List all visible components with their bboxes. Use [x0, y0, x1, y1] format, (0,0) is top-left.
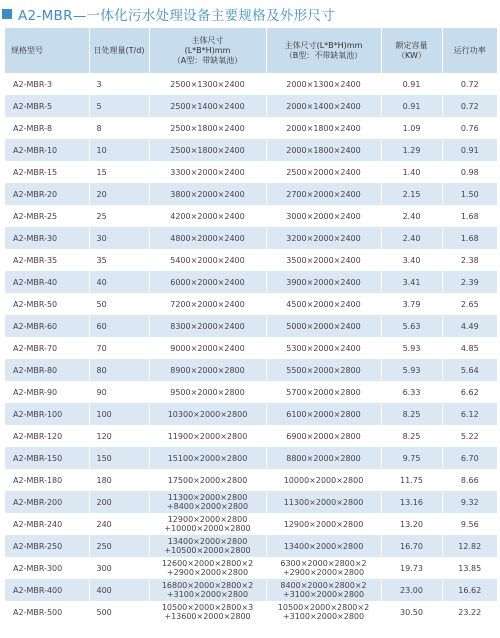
cell-rated-capacity: 2.40 — [381, 205, 442, 227]
cell-dimensions-b — [266, 469, 381, 491]
cell-capacity: 25 — [89, 205, 149, 227]
cell-dimensions-b — [266, 557, 381, 579]
cell-power: 4.85 — [442, 337, 497, 359]
dim-a-line: 9500×2000×2800 — [170, 387, 245, 397]
cell-rated-capacity: 16.70 — [381, 535, 442, 557]
dim-b-line: 2000×1300×2400 — [286, 79, 361, 89]
cell-dimensions-b — [266, 513, 381, 535]
cell-rated-capacity: 13.16 — [381, 491, 442, 513]
cell-model: A2-MBR-250 — [5, 535, 89, 557]
dim-a-line: 2500×1800×2400 — [170, 145, 245, 155]
cell-dimensions-a — [149, 469, 266, 491]
cell-dimensions-b — [266, 403, 381, 425]
table-row — [5, 161, 497, 183]
cell-power: 2.39 — [442, 271, 497, 293]
dim-b-line: 13400×2000×2800 — [283, 541, 364, 551]
table-row — [5, 117, 497, 139]
cell-dimensions-b — [266, 601, 381, 623]
cell-model: A2-MBR-80 — [5, 359, 89, 381]
table-row — [5, 315, 497, 337]
cell-rated-capacity: 3.40 — [381, 249, 442, 271]
table-row — [5, 469, 497, 491]
dim-a-line: +2900×2000×2800 — [166, 568, 249, 577]
cell-dimensions-a — [149, 73, 266, 95]
dim-a-line: 2500×1300×2400 — [170, 79, 245, 89]
cell-capacity: 250 — [89, 535, 149, 557]
dim-b-line: 5500×2000×2800 — [286, 365, 361, 375]
cell-model: A2-MBR-10 — [5, 139, 89, 161]
cell-model: A2-MBR-120 — [5, 425, 89, 447]
cell-model: A2-MBR-20 — [5, 183, 89, 205]
cell-model: A2-MBR-25 — [5, 205, 89, 227]
cell-power: 1.50 — [442, 183, 497, 205]
cell-rated-capacity: 2.40 — [381, 227, 442, 249]
header-model: 规格型号 — [5, 28, 89, 73]
cell-dimensions-b — [266, 359, 381, 381]
header-dim-a-line2: (L*B*H)mm — [184, 45, 231, 55]
cell-power: 16.62 — [442, 579, 497, 601]
dim-a-line: 8900×2000×2800 — [170, 365, 245, 375]
cell-power: 0.98 — [442, 161, 497, 183]
cell-model: A2-MBR-15 — [5, 161, 89, 183]
cell-rated-capacity: 30.50 — [381, 601, 442, 623]
cell-power: 1.68 — [442, 227, 497, 249]
table-row — [5, 447, 497, 469]
table-row — [5, 403, 497, 425]
dim-b-line: 8400×2000×2800×2 — [280, 581, 367, 590]
cell-rated-capacity: 5.93 — [381, 337, 442, 359]
cell-model: A2-MBR-70 — [5, 337, 89, 359]
cell-dimensions-a — [149, 315, 266, 337]
dim-a-line: 4800×2000×2400 — [170, 233, 245, 243]
cell-power: 13.85 — [442, 557, 497, 579]
header-dim-b-line1: 主体尺寸(L*B*H)mm — [284, 40, 363, 50]
cell-dimensions-a — [149, 403, 266, 425]
dim-b-line: 2000×1400×2400 — [286, 101, 361, 111]
cell-dimensions-b — [266, 337, 381, 359]
cell-rated-capacity: 11.75 — [381, 469, 442, 491]
dim-b-line: 2500×2000×2400 — [286, 167, 361, 177]
cell-capacity: 70 — [89, 337, 149, 359]
cell-capacity: 5 — [89, 95, 149, 117]
cell-dimensions-a — [149, 161, 266, 183]
dim-b-line: 6100×2000×2800 — [286, 409, 361, 419]
dim-b-line: 5300×2000×2400 — [286, 343, 361, 353]
table-header-row — [5, 28, 497, 73]
cell-dimensions-b — [266, 249, 381, 271]
cell-dimensions-b — [266, 579, 381, 601]
cell-model: A2-MBR-300 — [5, 557, 89, 579]
page-title: A2-MBR—一体化污水处理设备主要规格及外形尺寸 — [18, 8, 335, 24]
dim-a-line: 11300×2000×2800 — [167, 493, 248, 502]
dim-b-line: 8800×2000×2800 — [286, 453, 361, 463]
cell-dimensions-a — [149, 271, 266, 293]
cell-dimensions-a — [149, 139, 266, 161]
table-row — [5, 183, 497, 205]
dim-b-line: 2000×1800×2400 — [286, 123, 361, 133]
cell-dimensions-b — [266, 271, 381, 293]
table-row — [5, 425, 497, 447]
cell-dimensions-a — [149, 491, 266, 513]
header-dim-a-line3: （A型：带缺氧池） — [172, 55, 243, 65]
cell-rated-capacity: 1.40 — [381, 161, 442, 183]
cell-capacity: 400 — [89, 579, 149, 601]
cell-model: A2-MBR-60 — [5, 315, 89, 337]
cell-power: 8.66 — [442, 469, 497, 491]
table-row — [5, 337, 497, 359]
cell-model: A2-MBR-40 — [5, 271, 89, 293]
header-rated-capacity — [381, 28, 442, 73]
cell-power: 0.72 — [442, 73, 497, 95]
cell-capacity: 240 — [89, 513, 149, 535]
cell-power: 6.12 — [442, 403, 497, 425]
cell-dimensions-a — [149, 205, 266, 227]
cell-power: 4.49 — [442, 315, 497, 337]
cell-dimensions-b — [266, 95, 381, 117]
cell-power: 5.64 — [442, 359, 497, 381]
dim-b-line: 11300×2000×2800 — [283, 497, 364, 507]
cell-rated-capacity: 8.25 — [381, 425, 442, 447]
dim-a-line: 4200×2000×2400 — [170, 211, 245, 221]
dim-b-line: 3900×2000×2400 — [286, 277, 361, 287]
cell-dimensions-b — [266, 161, 381, 183]
cell-rated-capacity: 8.25 — [381, 403, 442, 425]
table-row — [5, 227, 497, 249]
table-row — [5, 249, 497, 271]
cell-rated-capacity: 1.29 — [381, 139, 442, 161]
cell-capacity: 300 — [89, 557, 149, 579]
spec-table — [5, 28, 497, 623]
cell-capacity: 35 — [89, 249, 149, 271]
cell-capacity: 100 — [89, 403, 149, 425]
cell-rated-capacity: 9.75 — [381, 447, 442, 469]
dim-b-line: 2000×1800×2400 — [286, 145, 361, 155]
cell-capacity: 3 — [89, 73, 149, 95]
cell-model: A2-MBR-100 — [5, 403, 89, 425]
cell-dimensions-b — [266, 117, 381, 139]
dim-a-line: 7200×2000×2400 — [170, 299, 245, 309]
cell-model: A2-MBR-35 — [5, 249, 89, 271]
cell-capacity: 150 — [89, 447, 149, 469]
cell-dimensions-a — [149, 513, 266, 535]
dim-a-line: 3300×2000×2400 — [170, 167, 245, 177]
header-capacity: 日处理量(T/d) — [89, 28, 149, 73]
cell-model: A2-MBR-8 — [5, 117, 89, 139]
header-dimensions-b — [266, 28, 381, 73]
cell-dimensions-a — [149, 227, 266, 249]
dim-b-line: +2900×2000×2800 — [282, 568, 365, 577]
cell-power: 23.22 — [442, 601, 497, 623]
cell-dimensions-b — [266, 425, 381, 447]
title-bar — [0, 0, 500, 28]
cell-power: 2.65 — [442, 293, 497, 315]
dim-b-line: 12900×2000×2800 — [283, 519, 364, 529]
dim-a-line: 6000×2000×2400 — [170, 277, 245, 287]
dim-b-line: 3500×2000×2400 — [286, 255, 361, 265]
cell-model: A2-MBR-180 — [5, 469, 89, 491]
cell-dimensions-a — [149, 95, 266, 117]
cell-dimensions-b — [266, 491, 381, 513]
header-dim-b-line2: （B型：不带缺氧池） — [284, 50, 363, 60]
dim-a-line: 10300×2000×2800 — [167, 409, 248, 419]
cell-capacity: 30 — [89, 227, 149, 249]
dim-a-line: +10500×2000×2800 — [164, 546, 251, 555]
cell-power: 9.56 — [442, 513, 497, 535]
dim-b-line: 5700×2000×2800 — [286, 387, 361, 397]
table-row — [5, 513, 497, 535]
cell-power: 0.72 — [442, 95, 497, 117]
cell-model: A2-MBR-500 — [5, 601, 89, 623]
dim-a-line: 11900×2000×2800 — [167, 431, 248, 441]
cell-rated-capacity: 5.93 — [381, 359, 442, 381]
cell-dimensions-a — [149, 601, 266, 623]
cell-dimensions-a — [149, 183, 266, 205]
table-row — [5, 139, 497, 161]
dim-a-line: 5400×2000×2400 — [170, 255, 245, 265]
cell-model: A2-MBR-3 — [5, 73, 89, 95]
table-body — [5, 73, 497, 623]
cell-power: 6.70 — [442, 447, 497, 469]
cell-capacity: 80 — [89, 359, 149, 381]
cell-dimensions-a — [149, 425, 266, 447]
cell-capacity: 20 — [89, 183, 149, 205]
cell-dimensions-a — [149, 381, 266, 403]
header-power: 运行功率 — [442, 28, 497, 73]
dim-a-line: +8400×2000×2800 — [166, 502, 249, 511]
cell-model: A2-MBR-150 — [5, 447, 89, 469]
cell-capacity: 120 — [89, 425, 149, 447]
dim-a-line: 13400×2000×2800 — [167, 537, 248, 546]
cell-power: 1.68 — [442, 205, 497, 227]
cell-model: A2-MBR-400 — [5, 579, 89, 601]
cell-power: 6.62 — [442, 381, 497, 403]
dim-a-line: 17500×2000×2800 — [167, 475, 248, 485]
cell-capacity: 50 — [89, 293, 149, 315]
dim-b-line: 10000×2000×2800 — [283, 475, 364, 485]
dim-b-line: 10500×2000×2800×2 — [277, 603, 370, 612]
cell-power: 2.38 — [442, 249, 497, 271]
dim-a-line: 8300×2000×2400 — [170, 321, 245, 331]
table-row — [5, 271, 497, 293]
cell-dimensions-b — [266, 315, 381, 337]
cell-dimensions-a — [149, 117, 266, 139]
cell-power: 0.76 — [442, 117, 497, 139]
dim-a-line: 9000×2000×2400 — [170, 343, 245, 353]
cell-dimensions-b — [266, 535, 381, 557]
dim-a-line: 12900×2000×2800 — [167, 515, 248, 524]
cell-dimensions-b — [266, 227, 381, 249]
table-row — [5, 601, 497, 623]
cell-dimensions-a — [149, 579, 266, 601]
dim-b-line: 6300×2000×2800×2 — [280, 559, 367, 568]
dim-a-line: +13600×2000×2800 — [164, 612, 251, 621]
table-row — [5, 491, 497, 513]
dim-b-line: 2700×2000×2400 — [286, 189, 361, 199]
cell-dimensions-b — [266, 447, 381, 469]
cell-rated-capacity: 23.00 — [381, 579, 442, 601]
dim-a-line: 3800×2000×2400 — [170, 189, 245, 199]
dim-b-line: 6900×2000×2800 — [286, 431, 361, 441]
table-row — [5, 557, 497, 579]
dim-a-line: 10500×2000×2800×3 — [161, 603, 254, 612]
header-dimensions-a — [149, 28, 266, 73]
cell-rated-capacity: 5.63 — [381, 315, 442, 337]
table-row — [5, 95, 497, 117]
header-dim-a-line1: 主体尺寸 — [191, 35, 224, 45]
header-kw-line2: （KW） — [397, 50, 426, 60]
dim-b-line: 3000×2000×2400 — [286, 211, 361, 221]
cell-rated-capacity: 13.20 — [381, 513, 442, 535]
cell-dimensions-a — [149, 337, 266, 359]
dim-b-line: +3100×2000×2800 — [282, 612, 365, 621]
dim-b-line: 5000×2000×2400 — [286, 321, 361, 331]
cell-rated-capacity: 19.73 — [381, 557, 442, 579]
cell-rated-capacity: 6.33 — [381, 381, 442, 403]
cell-power: 12.82 — [442, 535, 497, 557]
cell-power: 9.32 — [442, 491, 497, 513]
cell-rated-capacity: 0.91 — [381, 73, 442, 95]
dim-a-line: 2500×1400×2400 — [170, 101, 245, 111]
cell-dimensions-a — [149, 249, 266, 271]
cell-dimensions-a — [149, 359, 266, 381]
table-row — [5, 73, 497, 95]
table-row — [5, 359, 497, 381]
cell-model: A2-MBR-90 — [5, 381, 89, 403]
dim-a-line: 12600×2000×2800×2 — [161, 559, 254, 568]
dim-b-line: 3200×2000×2400 — [286, 233, 361, 243]
cell-dimensions-b — [266, 205, 381, 227]
cell-capacity: 10 — [89, 139, 149, 161]
dim-a-line: +10000×2000×2800 — [164, 524, 251, 533]
cell-capacity: 500 — [89, 601, 149, 623]
dim-a-line: +3100×2000×2800 — [166, 590, 249, 599]
dim-a-line: 2500×1800×2400 — [170, 123, 245, 133]
title-square-icon — [2, 9, 12, 19]
cell-rated-capacity: 2.15 — [381, 183, 442, 205]
cell-power: 5.22 — [442, 425, 497, 447]
cell-capacity: 90 — [89, 381, 149, 403]
cell-capacity: 180 — [89, 469, 149, 491]
cell-capacity: 200 — [89, 491, 149, 513]
table-row — [5, 381, 497, 403]
cell-dimensions-b — [266, 293, 381, 315]
cell-capacity: 8 — [89, 117, 149, 139]
cell-capacity: 60 — [89, 315, 149, 337]
cell-dimensions-b — [266, 183, 381, 205]
dim-b-line: +3100×2000×2800 — [282, 590, 365, 599]
table-row — [5, 579, 497, 601]
table-row — [5, 205, 497, 227]
header-kw-line1: 额定容量 — [395, 40, 428, 50]
cell-model: A2-MBR-30 — [5, 227, 89, 249]
cell-model: A2-MBR-200 — [5, 491, 89, 513]
cell-model: A2-MBR-5 — [5, 95, 89, 117]
dim-b-line: 4500×2000×2400 — [286, 299, 361, 309]
cell-rated-capacity: 3.41 — [381, 271, 442, 293]
table-row — [5, 293, 497, 315]
cell-capacity: 15 — [89, 161, 149, 183]
cell-rated-capacity: 3.79 — [381, 293, 442, 315]
cell-dimensions-b — [266, 139, 381, 161]
cell-model: A2-MBR-240 — [5, 513, 89, 535]
cell-dimensions-b — [266, 381, 381, 403]
cell-dimensions-a — [149, 535, 266, 557]
cell-rated-capacity: 1.09 — [381, 117, 442, 139]
table-row — [5, 535, 497, 557]
cell-dimensions-a — [149, 557, 266, 579]
cell-dimensions-a — [149, 293, 266, 315]
cell-dimensions-b — [266, 73, 381, 95]
dim-a-line: 16800×2000×2800×2 — [161, 581, 254, 590]
cell-dimensions-a — [149, 447, 266, 469]
dim-a-line: 15100×2000×2800 — [167, 453, 248, 463]
cell-rated-capacity: 0.91 — [381, 95, 442, 117]
cell-capacity: 40 — [89, 271, 149, 293]
cell-model: A2-MBR-50 — [5, 293, 89, 315]
cell-power: 0.91 — [442, 139, 497, 161]
